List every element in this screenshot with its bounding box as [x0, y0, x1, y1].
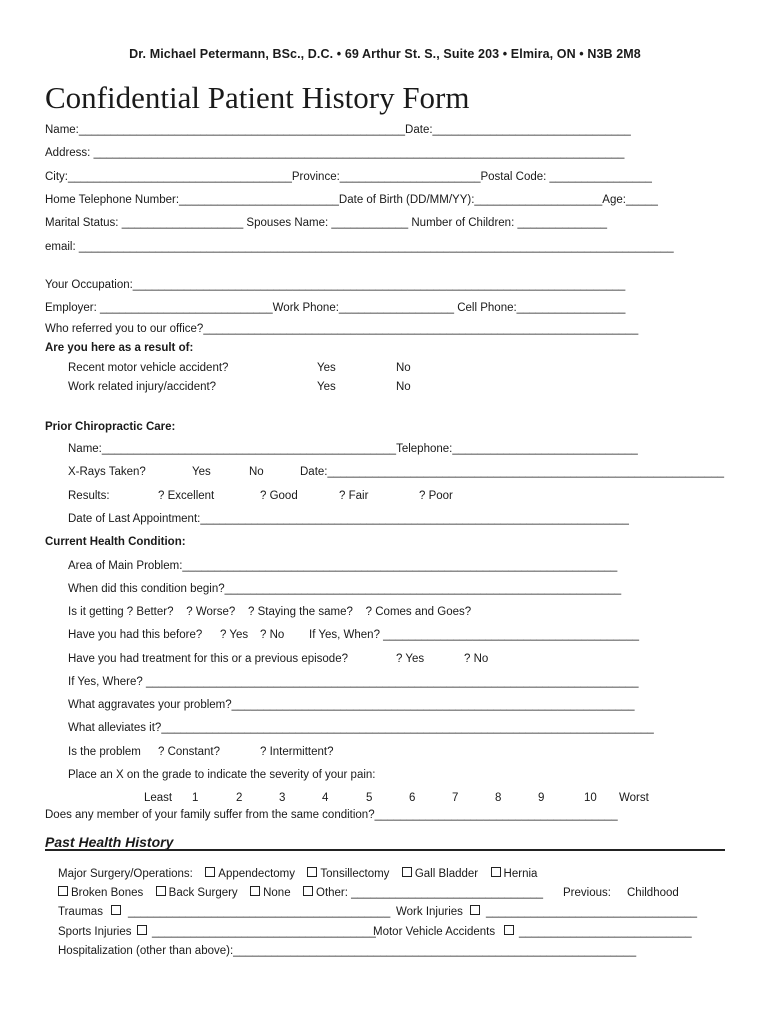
- problem-question: Is the problem: [68, 746, 141, 758]
- family-condition-line[interactable]: Does any member of your family suffer from the same condition?______________________________________: [45, 809, 618, 821]
- broken-bones-checkbox[interactable]: [58, 886, 68, 896]
- surgery-row: [58, 867, 537, 881]
- prior-name-phone-line[interactable]: Name:______________________________________________Telephone:_____________________________: [68, 443, 638, 455]
- xrays-date-line[interactable]: Date:______________________________________________________________: [300, 466, 725, 478]
- mva-yes[interactable]: Yes: [317, 362, 336, 374]
- mva-box-wrap: [504, 925, 517, 939]
- work-injuries-box-wrap: [470, 905, 483, 919]
- treatment-question: Have you had treatment for this or a previous episode?: [68, 653, 348, 665]
- had-before-when-line[interactable]: If Yes, When? ________________________________________: [309, 629, 639, 641]
- treatment-yes[interactable]: ? Yes: [396, 653, 425, 665]
- referred-line[interactable]: Who referred you to our office?____________________________________________________________________: [45, 323, 639, 335]
- employer-line[interactable]: Employer: ___________________________Work Phone:__________________ Cell Phone:_________________: [45, 302, 626, 314]
- sports-injuries-label: Sports Injuries: [58, 926, 132, 938]
- tonsillectomy-label: Tonsillectomy: [320, 868, 390, 880]
- pain-scale-8[interactable]: 8: [495, 792, 502, 804]
- surgery-row-2: [58, 886, 543, 900]
- appendectomy-checkbox[interactable]: [205, 867, 215, 877]
- pain-scale-1[interactable]: 1: [192, 792, 199, 804]
- section-divider: [45, 849, 725, 851]
- pain-scale-6[interactable]: 6: [409, 792, 416, 804]
- result-heading: Are you here as a result of:: [45, 342, 194, 354]
- treatment-where-line[interactable]: If Yes, Where? _____________________________________________________________________________: [68, 676, 639, 688]
- pain-scale-5[interactable]: 5: [366, 792, 373, 804]
- sports-box-wrap: [137, 925, 150, 939]
- alleviates-line[interactable]: What alleviates it?_____________________________________________________________________________: [68, 722, 654, 734]
- results-label: Results:: [68, 490, 110, 502]
- pain-scale-10[interactable]: 10: [584, 792, 597, 804]
- traumas-checkbox[interactable]: [111, 905, 121, 915]
- gallbladder-label: Gall Bladder: [414, 868, 479, 880]
- name-date-line[interactable]: Name:___________________________________________________Date:_______________________________: [45, 124, 631, 136]
- pain-scale-9[interactable]: 9: [538, 792, 545, 804]
- none-checkbox[interactable]: [250, 886, 260, 896]
- mva-history-line[interactable]: ___________________________: [519, 926, 692, 938]
- pain-scale-least: Least: [144, 792, 173, 804]
- getting-options[interactable]: Is it getting ? Better? ? Worse? ? Staying the same? ? Comes and Goes?: [68, 606, 472, 618]
- previous-label: Previous:: [563, 887, 611, 899]
- occupation-line[interactable]: Your Occupation:_____________________________________________________________________________: [45, 279, 626, 291]
- last-appointment-line[interactable]: Date of Last Appointment:___________________________________________________________________: [68, 513, 629, 525]
- hernia-checkbox[interactable]: [491, 867, 501, 877]
- aggravates-line[interactable]: What aggravates your problem?_______________________________________________________________: [68, 699, 635, 711]
- current-condition-heading: Current Health Condition:: [45, 536, 186, 548]
- pain-scale-7[interactable]: 7: [452, 792, 459, 804]
- work-injury-yes[interactable]: Yes: [317, 381, 336, 393]
- traumas-line[interactable]: _________________________________________: [128, 906, 391, 918]
- result-good[interactable]: ? Good: [260, 490, 298, 502]
- treatment-no[interactable]: ? No: [464, 653, 489, 665]
- traumas-box-wrap: [111, 905, 124, 919]
- had-before-no[interactable]: ? No: [260, 629, 285, 641]
- back-surgery-label: Back Surgery: [168, 887, 238, 899]
- clinic-header: Dr. Michael Petermann, BSc., D.C. • 69 Arthur St. S., Suite 203 • Elmira, ON • N3B 2M8: [129, 47, 641, 61]
- main-problem-line[interactable]: Area of Main Problem:____________________________________________________________________: [68, 560, 618, 572]
- childhood-label: Childhood: [627, 887, 679, 899]
- result-fair[interactable]: ? Fair: [339, 490, 369, 502]
- none-label: None: [263, 887, 291, 899]
- work-injury-question: Work related injury/accident?: [68, 381, 217, 393]
- city-province-postal-line[interactable]: City:___________________________________Province:______________________Postal Code: ________________: [45, 171, 652, 183]
- hernia-label: Hernia: [503, 868, 538, 880]
- email-line[interactable]: email: _____________________________________________________________________________________________: [45, 241, 674, 253]
- other-checkbox[interactable]: [303, 886, 313, 896]
- result-excellent[interactable]: ? Excellent: [158, 490, 215, 502]
- hospitalization-line[interactable]: Hospitalization (other than above):_______________________________________________________________: [58, 945, 637, 957]
- condition-begin-line[interactable]: When did this condition begin?______________________________________________________________: [68, 583, 622, 595]
- back-surgery-checkbox[interactable]: [156, 886, 166, 896]
- mva-question: Recent motor vehicle accident?: [68, 362, 229, 374]
- pain-grade-instruction: Place an X on the grade to indicate the severity of your pain:: [68, 769, 376, 781]
- pain-scale-2[interactable]: 2: [236, 792, 243, 804]
- problem-constant[interactable]: ? Constant?: [158, 746, 221, 758]
- other-line[interactable]: Other: ______________________________: [316, 887, 544, 899]
- appendectomy-label: Appendectomy: [218, 868, 295, 880]
- sports-injuries-line[interactable]: ___________________________________: [152, 926, 376, 938]
- xrays-label: X-Rays Taken?: [68, 466, 146, 478]
- xrays-no[interactable]: No: [249, 466, 264, 478]
- pain-scale-4[interactable]: 4: [322, 792, 329, 804]
- had-before-question: Have you had this before?: [68, 629, 203, 641]
- work-injuries-line[interactable]: _________________________________: [486, 906, 698, 918]
- work-injuries-label: Work Injuries: [396, 906, 463, 918]
- pain-scale-worst: Worst: [619, 792, 649, 804]
- surgery-label: Major Surgery/Operations:: [58, 868, 193, 880]
- past-history-heading: Past Health History: [45, 834, 174, 850]
- had-before-yes[interactable]: ? Yes: [220, 629, 249, 641]
- mva-no[interactable]: No: [396, 362, 411, 374]
- phone-dob-age-line[interactable]: Home Telephone Number:_________________________Date of Birth (DD/MM/YY):____________________Age:_____: [45, 194, 658, 206]
- traumas-label: Traumas: [58, 906, 103, 918]
- work-injuries-checkbox[interactable]: [470, 905, 480, 915]
- mva-history-checkbox[interactable]: [504, 925, 514, 935]
- tonsillectomy-checkbox[interactable]: [307, 867, 317, 877]
- mva-history-label: Motor Vehicle Accidents: [373, 926, 496, 938]
- marital-line[interactable]: Marital Status: ___________________ Spouses Name: ____________ Number of Children: ______________: [45, 217, 608, 229]
- pain-scale-3[interactable]: 3: [279, 792, 286, 804]
- problem-intermittent[interactable]: ? Intermittent?: [260, 746, 334, 758]
- work-injury-no[interactable]: No: [396, 381, 411, 393]
- gallbladder-checkbox[interactable]: [402, 867, 412, 877]
- form-title: Confidential Patient History Form: [45, 80, 470, 115]
- address-line[interactable]: Address: ___________________________________________________________________________________: [45, 147, 625, 159]
- broken-bones-label: Broken Bones: [71, 887, 144, 899]
- sports-injuries-checkbox[interactable]: [137, 925, 147, 935]
- result-poor[interactable]: ? Poor: [419, 490, 453, 502]
- xrays-yes[interactable]: Yes: [192, 466, 211, 478]
- prior-care-heading: Prior Chiropractic Care:: [45, 421, 176, 433]
